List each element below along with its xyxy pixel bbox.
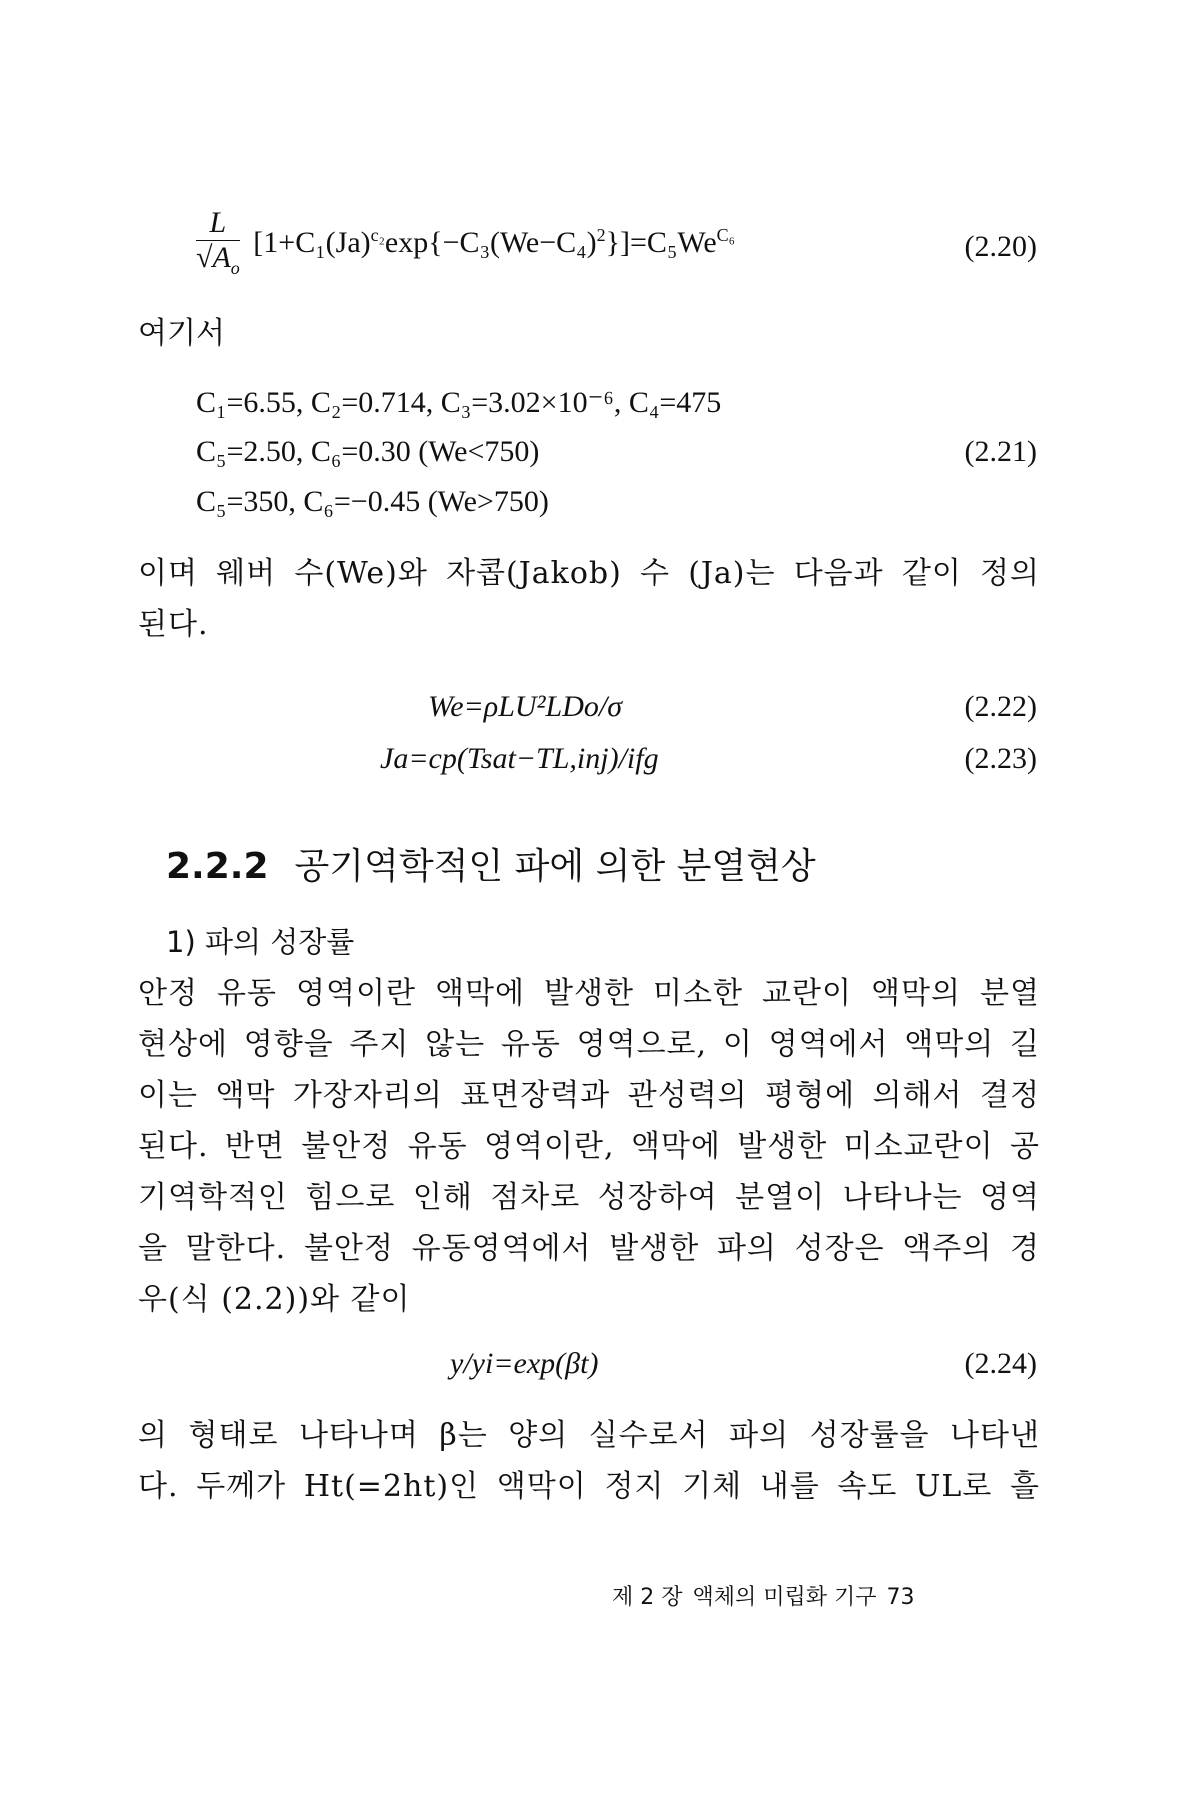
equation-2-23: Ja=cp(Tsat−TL,inj)/ifg [380,742,659,775]
paragraph-line: 현상에 영향을 주지 않는 유동 영역으로, 이 영역에서 액막의 길 [138,1027,1040,1062]
section-heading [166,838,816,889]
section-number: 2.2.2 [166,846,269,887]
fraction-denominator: $√A_o$ [196,241,240,278]
constants-line-1: C₁=6.55, C₂=0.714, C₃=3.02×10⁻⁶, C₄=475 [196,386,722,419]
equation-2-22: We=ρLU²LDo/σ [428,690,623,723]
paragraph-1 [138,548,1040,650]
paragraph-3 [138,1410,1040,1512]
paragraph-2 [138,968,1040,1325]
equation-number-2-20: (2.20) [964,230,1037,263]
paragraph-line: 된다. 반면 불안정 유동 영역이란, 액막에 발생한 미소교란이 공 [138,1129,1040,1164]
fraction-numerator: L [196,206,240,241]
paragraph-line: 기역학적인 힘으로 인해 점차로 성장하여 분열이 나타나는 영역 [138,1180,1040,1215]
footer-title: 액체의 미립화 기구 [692,1585,877,1610]
page-number: 73 [886,1585,915,1610]
constants-line-2: C₅=2.50, C₆=0.30 (We<750) [196,435,540,468]
paragraph-line: 우(식 (2.2))와 같이 [138,1282,411,1317]
section-title: 공기역학적인 파에 의한 분열현상 [294,846,816,887]
equation-2-24: y/yi=exp(βt) [450,1347,599,1380]
paragraph-line: 다. 두께가 Ht(=2ht)인 액막이 정지 기체 내를 속도 UL로 흘 [138,1469,1040,1504]
footer-chapter: 제 2 장 [612,1585,683,1610]
subsection-heading: 1) 파의 성장률 [166,925,355,959]
constants-line-3: C₅=350, C₆=−0.45 (We>750) [196,485,549,518]
page-footer [612,1580,925,1611]
where-label: 여기서 [138,316,225,351]
paragraph-line: 된다. [138,607,209,642]
paragraph-line: 이는 액막 가장자리의 표면장력과 관성력의 평형에 의해서 결정 [138,1078,1040,1113]
paragraph-line: 이며 웨버 수(We)와 자콥(Jakob) 수 (Ja)는 다음과 같이 정의 [138,556,1040,591]
paragraph-line: 안정 유동 영역이란 액막에 발생한 미소한 교란이 액막의 분열 [138,976,1040,1011]
equation-number-2-21: (2.21) [964,435,1037,468]
fraction [196,206,240,285]
equation-number-2-24: (2.24) [964,1347,1037,1380]
equation-number-2-23: (2.23) [964,742,1037,775]
equation-2-20 [196,206,735,285]
equation-body: $[1+C_1(Ja)^{c_2}\exp\{-C_3(We-C_4)^2\}]=C_5We^{C_6}$ [253,225,735,260]
paragraph-line: 의 형태로 나타나며 β는 양의 실수로서 파의 성장률을 나타낸 [138,1418,1040,1453]
equation-number-2-22: (2.22) [964,690,1037,723]
paragraph-line: 을 말한다. 불안정 유동영역에서 발생한 파의 성장은 액주의 경 [138,1231,1040,1266]
